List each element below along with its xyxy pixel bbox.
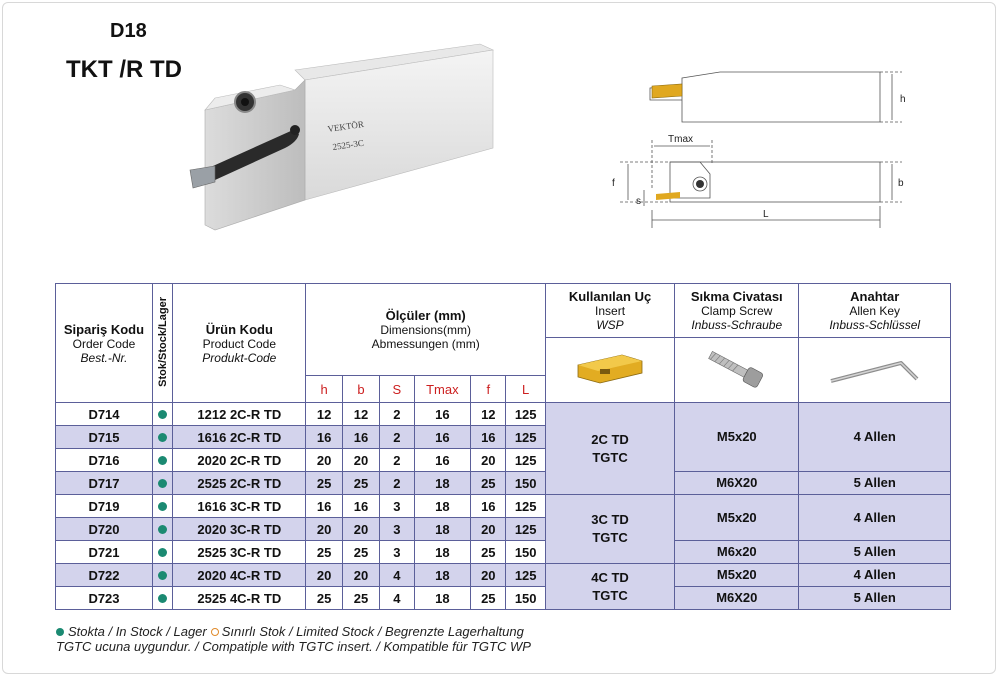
in-stock-dot — [158, 502, 167, 511]
table-row — [56, 541, 951, 564]
dim-l-cell: 150 — [506, 541, 545, 564]
stock-cell — [152, 541, 172, 564]
clamp-screw-cell: M6X20 — [675, 587, 799, 610]
photo-brand-text: VEKTÖR — [326, 118, 365, 134]
product-code-cell: 2020 4C-R TD — [173, 564, 306, 587]
dim-label-tmax: Tmax — [668, 134, 693, 145]
tool-holder-photo — [185, 30, 505, 240]
stock-cell — [152, 564, 172, 587]
dimensions-header: Ölçüler (mm) Dimensions(mm) Abmessungen (mm) — [306, 284, 545, 376]
table-row — [56, 403, 951, 426]
specification-table — [55, 283, 951, 610]
in-stock-legend-dot — [56, 628, 64, 636]
dim-f-cell: 25 — [471, 541, 506, 564]
in-stock-dot — [158, 410, 167, 419]
in-stock-dot — [158, 479, 167, 488]
order-code-cell: D720 — [56, 518, 153, 541]
dim-l-cell: 125 — [506, 564, 545, 587]
insert-image — [570, 349, 650, 389]
dim-f-cell: 16 — [471, 495, 506, 518]
dim-b-cell: 16 — [342, 495, 379, 518]
dim-tmax-cell: 18 — [414, 587, 471, 610]
product-code-cell: 1212 2C-R TD — [173, 403, 306, 426]
order-code-header: Sipariş Kodu Order Code Best.-Nr. — [56, 284, 153, 403]
technical-drawing — [600, 70, 930, 235]
dim-header-f: f — [471, 376, 506, 403]
allen-key-cell: 4 Allen — [799, 403, 951, 472]
dim-h-cell: 20 — [306, 449, 342, 472]
dim-f-cell: 20 — [471, 449, 506, 472]
order-code-cell: D723 — [56, 587, 153, 610]
stock-cell — [152, 495, 172, 518]
dim-b-cell: 20 — [342, 564, 379, 587]
table-row — [56, 495, 951, 518]
dim-tmax-cell: 16 — [414, 426, 471, 449]
product-code-cell: 1616 3C-R TD — [173, 495, 306, 518]
dim-h-cell: 16 — [306, 426, 342, 449]
dim-b-cell: 20 — [342, 518, 379, 541]
clamp-screw-image — [697, 349, 777, 389]
dim-b-cell: 12 — [342, 403, 379, 426]
dim-l-cell: 150 — [506, 587, 545, 610]
product-code-cell: 1616 2C-R TD — [173, 426, 306, 449]
dim-tmax-cell: 18 — [414, 541, 471, 564]
dim-header-tmax: Tmax — [414, 376, 471, 403]
order-code-cell: D721 — [56, 541, 153, 564]
dim-b-cell: 20 — [342, 449, 379, 472]
dim-h-cell: 16 — [306, 495, 342, 518]
dim-s-cell: 3 — [380, 541, 414, 564]
table-row — [56, 587, 951, 610]
dim-h-cell: 12 — [306, 403, 342, 426]
dim-s-cell: 2 — [380, 403, 414, 426]
dim-h-cell: 25 — [306, 587, 342, 610]
dim-label-l: L — [763, 209, 769, 220]
limited-stock-legend-text: Sınırlı Stok / Limited Stock / Begrenzte Lagerhaltung — [221, 624, 524, 639]
dim-header-s: S — [380, 376, 414, 403]
dim-f-cell: 20 — [471, 518, 506, 541]
in-stock-dot — [158, 571, 167, 580]
dim-b-cell: 25 — [342, 587, 379, 610]
dim-b-cell: 25 — [342, 541, 379, 564]
table-row — [56, 472, 951, 495]
clamp-screw-cell: M5x20 — [675, 403, 799, 472]
product-code-cell: 2020 3C-R TD — [173, 518, 306, 541]
table-row — [56, 564, 951, 587]
insert-cell: 4C TD TGTC — [545, 564, 674, 610]
dim-tmax-cell: 18 — [414, 564, 471, 587]
product-group-code: D18 — [110, 20, 147, 42]
dim-header-h: h — [306, 376, 342, 403]
dim-l-cell: 150 — [506, 472, 545, 495]
stock-cell — [152, 518, 172, 541]
dim-tmax-cell: 16 — [414, 403, 471, 426]
dim-tmax-cell: 16 — [414, 449, 471, 472]
in-stock-dot — [158, 594, 167, 603]
allen-key-cell: 4 Allen — [799, 564, 951, 587]
in-stock-dot — [158, 433, 167, 442]
order-code-cell: D716 — [56, 449, 153, 472]
in-stock-dot — [158, 456, 167, 465]
clamp-screw-cell: M5x20 — [675, 495, 799, 541]
dim-h-cell: 25 — [306, 541, 342, 564]
dim-f-cell: 16 — [471, 426, 506, 449]
dim-tmax-cell: 18 — [414, 518, 471, 541]
dim-label-h: h — [900, 94, 906, 105]
stock-cell — [152, 403, 172, 426]
legend — [56, 624, 531, 654]
allen-key-image — [825, 349, 925, 389]
stock-cell — [152, 587, 172, 610]
stock-header: Stok/Stock/Lager — [152, 284, 172, 403]
dim-h-cell: 20 — [306, 518, 342, 541]
clamp-screw-cell: M5x20 — [675, 564, 799, 587]
product-model-title: TKT /R TD — [66, 56, 182, 83]
dim-h-cell: 20 — [306, 564, 342, 587]
order-code-cell: D715 — [56, 426, 153, 449]
dim-label-b: b — [898, 178, 904, 189]
product-code-cell: 2525 3C-R TD — [173, 541, 306, 564]
dim-l-cell: 125 — [506, 449, 545, 472]
allen-key-header: Anahtar Allen Key Inbuss-Schlüssel — [799, 284, 951, 338]
allen-key-cell: 5 Allen — [799, 541, 951, 564]
in-stock-dot — [158, 525, 167, 534]
order-code-cell: D719 — [56, 495, 153, 518]
clamp-screw-cell: M6X20 — [675, 472, 799, 495]
clamp-screw-image-cell — [675, 338, 799, 403]
order-code-cell: D717 — [56, 472, 153, 495]
stock-legend-line — [56, 624, 531, 639]
dim-label-f: f — [612, 178, 615, 189]
stock-cell — [152, 426, 172, 449]
clamp-screw-cell: M6x20 — [675, 541, 799, 564]
dim-l-cell: 125 — [506, 495, 545, 518]
product-code-cell: 2020 2C-R TD — [173, 449, 306, 472]
dim-f-cell: 25 — [471, 472, 506, 495]
dim-s-cell: 4 — [380, 587, 414, 610]
stock-cell — [152, 449, 172, 472]
dim-b-cell: 16 — [342, 426, 379, 449]
dim-l-cell: 125 — [506, 426, 545, 449]
dim-s-cell: 2 — [380, 472, 414, 495]
photo-marking-text: 2525-3C — [331, 137, 365, 152]
allen-key-cell: 4 Allen — [799, 495, 951, 541]
in-stock-dot — [158, 548, 167, 557]
dim-header-l: L — [506, 376, 545, 403]
dim-b-cell: 25 — [342, 472, 379, 495]
insert-cell: 2C TD TGTC — [545, 403, 674, 495]
dim-s-cell: 2 — [380, 426, 414, 449]
dim-tmax-cell: 18 — [414, 495, 471, 518]
product-code-cell: 2525 2C-R TD — [173, 472, 306, 495]
dim-s-cell: 2 — [380, 449, 414, 472]
clamp-screw-header: Sıkma Civatası Clamp Screw Inbuss-Schraube — [675, 284, 799, 338]
allen-key-cell: 5 Allen — [799, 587, 951, 610]
dim-f-cell: 12 — [471, 403, 506, 426]
product-code-cell: 2525 4C-R TD — [173, 587, 306, 610]
insert-header: Kullanılan Uç Insert WSP — [545, 284, 674, 338]
dim-f-cell: 25 — [471, 587, 506, 610]
insert-image-cell — [545, 338, 674, 403]
stock-cell — [152, 472, 172, 495]
insert-cell: 3C TD TGTC — [545, 495, 674, 564]
dim-s-cell: 3 — [380, 518, 414, 541]
limited-stock-legend-dot — [211, 628, 219, 636]
dim-f-cell: 20 — [471, 564, 506, 587]
order-code-cell: D722 — [56, 564, 153, 587]
allen-key-image-cell — [799, 338, 951, 403]
dim-header-b: b — [342, 376, 379, 403]
dim-l-cell: 125 — [506, 518, 545, 541]
compatibility-note: TGTC ucuna uygundur. / Compatiple with TGTC insert. / Kompatible für TGTC WP — [56, 639, 531, 654]
dim-tmax-cell: 18 — [414, 472, 471, 495]
product-code-header: Ürün Kodu Product Code Produkt-Code — [173, 284, 306, 403]
dim-h-cell: 25 — [306, 472, 342, 495]
order-code-cell: D714 — [56, 403, 153, 426]
dim-label-s: s — [636, 196, 641, 207]
in-stock-legend-text: Stokta / In Stock / Lager — [68, 624, 207, 639]
dim-s-cell: 3 — [380, 495, 414, 518]
allen-key-cell: 5 Allen — [799, 472, 951, 495]
dim-s-cell: 4 — [380, 564, 414, 587]
dim-l-cell: 125 — [506, 403, 545, 426]
